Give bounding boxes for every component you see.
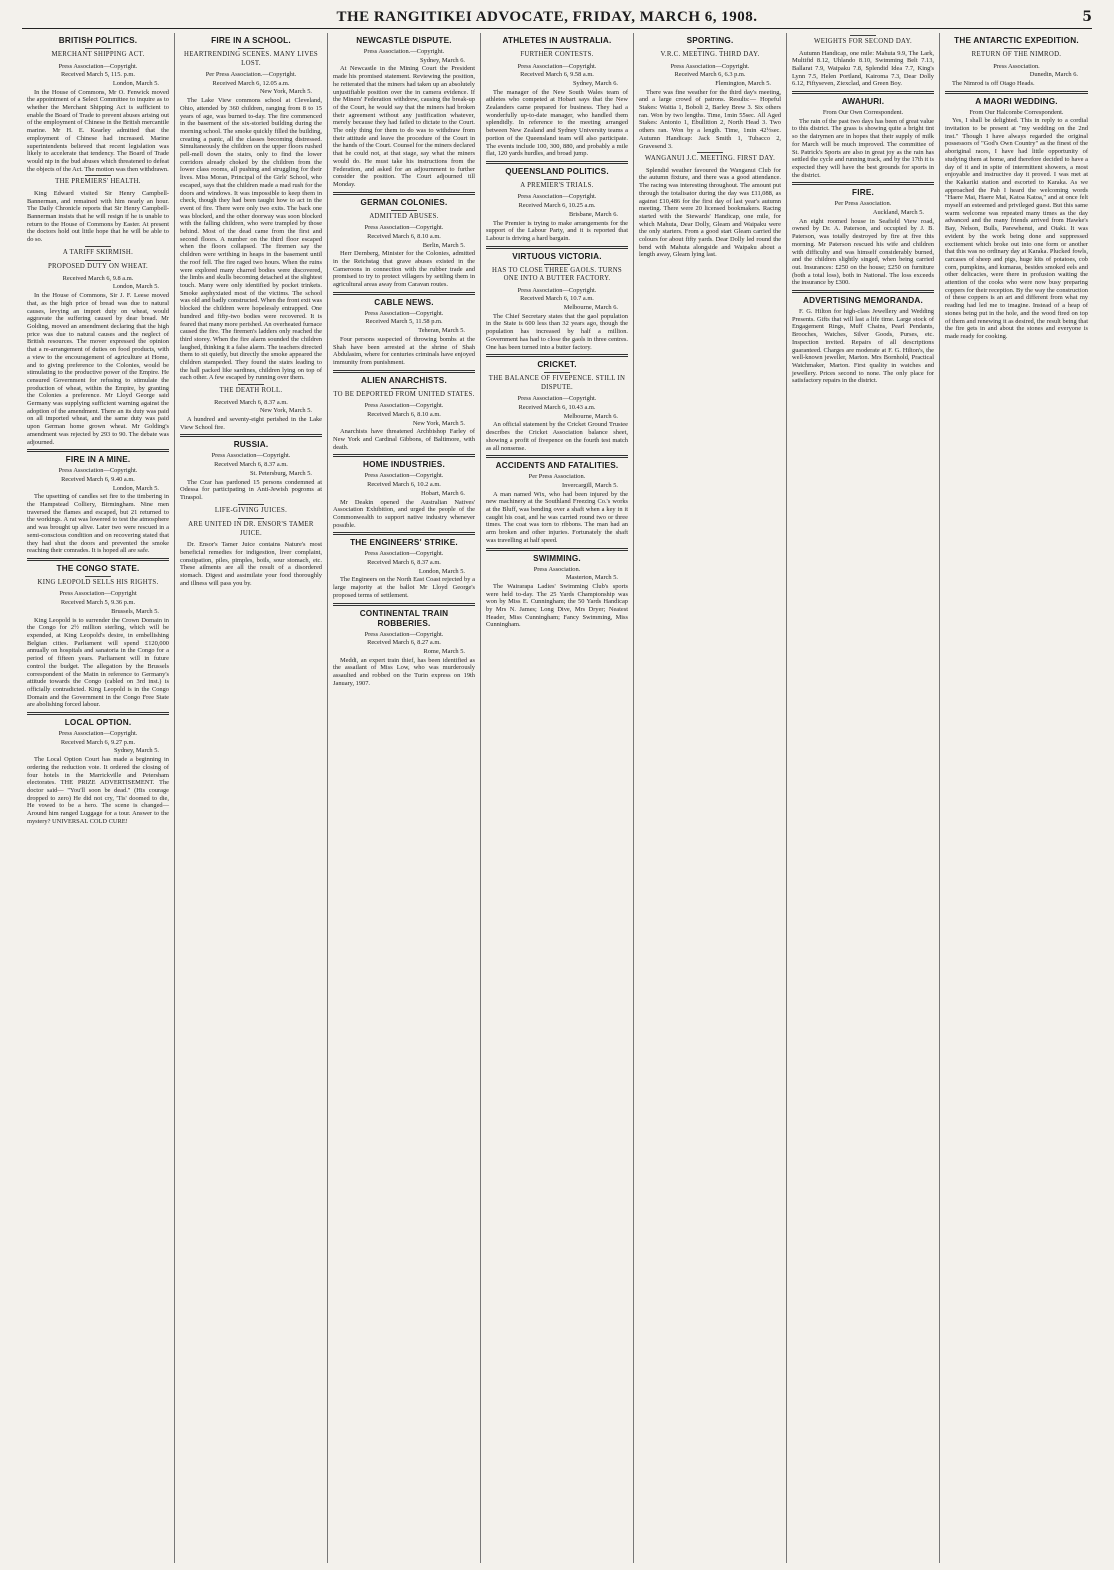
article-divider [180, 434, 322, 437]
article-divider [333, 532, 475, 535]
article-body: Mr Deakin opened the Australian Natives' Association Exhibition, and urged the people of the Commonwealth to support native industry whenever possible. [333, 498, 475, 529]
short-rule [697, 48, 723, 49]
article-headline: FIRE IN A SCHOOL. [211, 36, 291, 45]
article-body: F. G. Hilton for high-class Jewellery and Wedding Presents. Gifts that will last a life time. Large stock of Engagement Rings, Muff Chains, Pearl Pendants, Brooches, Watches, Silver Goods, Purses, etc. Inspection invited. Repairs of all descriptions guaranteed. Charges are moderate at F. G. Hilton's, the well-known jeweller, Marton. Mrs Bornhold, Practical Watchmaker, Marton. First quality in watches and jewellery. Prices second to none. The only place for satisfactory repairs in the district. [792, 308, 934, 385]
dateline: Received March 6, 9.40 a.m. [61, 475, 135, 483]
dateline: Received March 6, 10.25 a.m. [518, 202, 596, 210]
article-divider [486, 246, 628, 249]
article-body: The Chief Secretary states that the gaol population in the State is 600 less than 32 years ago, though the population has increased by half a million. Government has had to close the gaols in three centres. One has been turned into a butter factory. [486, 312, 628, 351]
dateline: Press Association—Copyright [59, 590, 137, 598]
dateline: Teheran, March 5. [418, 327, 465, 335]
dateline: Received March 6, 10.7 a.m. [520, 295, 594, 303]
short-rule [238, 384, 264, 385]
dateline: Received March 5, 115. p.m. [61, 71, 135, 79]
article-body: In the House of Commons, Sir J. F. Leese moved that, as the high price of bread was due to natural causes, levying an import duty on wheat, would aggravate the suffering caused by dear bread. Mr Golding, moved an amendment declaring that the high price was due to natural causes and the neglect of British resources. The mover expressed the opinion that a re-arrangement of duties on food products, with a view to the encouragement of agriculture at Home, and to giving preference to the Colonies, would be stimulating to the productive power of the Empire. He censured Government for refusing to stimulate the production of wheat, within the Empire, by granting the Colonies a preference. Mr Lloyd George said Germany was supplying sufficient warning against the adoption of the amendment. There an its duty was paid on all imported wheat, and the same duty was paid upon German home grown wheat. Mr Golding's amendment was rejected by 293 to 90. The debate was adjourned. [27, 292, 169, 446]
newspaper-title: THE RANGITIKEI ADVOCATE, FRIDAY, MARCH 6, 1908. [336, 8, 758, 25]
dateline: New York, March 5. [412, 419, 465, 427]
article-subheading: ADMITTED ABUSES. [369, 212, 439, 220]
article-divider [27, 449, 169, 452]
article-subheading: HEARTRENDING SCENES. MANY LIVES LOST. [183, 51, 318, 67]
article-headline: A MAORI WEDDING. [975, 96, 1058, 106]
dateline: London, March 5. [112, 79, 159, 87]
article-divider [333, 454, 475, 457]
dateline: Press Association—Copyright. [364, 630, 444, 638]
dateline: Press Association—Copyright. [364, 402, 444, 410]
article-body: An eight roomed house in Seafield View road, owned by Dr. A. Paterson, and occupied by J. B. Paterson, was totally destroyed by fire at five this morning. Mr Paterson rescued his wife and children with difficulty and was himself considerably burned, and the children slightly singed, when being carried out. Insurances: £250 on the house; £250 on furniture (both a total loss), both in National. The loss exceeds the insurance by £300. [792, 217, 934, 287]
short-rule [544, 179, 570, 180]
article-headline: RUSSIA. [233, 440, 269, 450]
article-body: Dr. Ensor's Tamer Juice contains Nature's most beneficial remedies for indigestion, liver complaint, constipation, piles, pimples, boils, sour stomach, etc. These ailments are all the result of a disordered stomach. Digest and assimilate your food thoroughly and illness will pass you by. [180, 541, 322, 587]
article-body: Splendid weather favoured the Wanganui Club for the autumn fixture, and there was a good attendance. The racing was interesting throughout. The amount put through the totalisator during the day was £11,088, as against £10,486 for the first day of last year's autumn meeting. There were 20 licensed bookmakers. Racing started with the Stewards' Handicap, one mile, for which Mahuta, Dear Dolly, Gleam and Waipaku were the only starters. From a good start Gleam carried the colours for about fifty yards. Dear Dolly led round the bend with Mahuta alongside and Waipaku about a length away, Gleam lying last. [639, 166, 781, 259]
dateline: Press Association—Copyright. [58, 62, 138, 70]
article-body: Anarchists have threatened Archbishop Farley of New York and Cardinal Gibbons, of Baltimore, with death. [333, 428, 475, 451]
article-subheading: THE BALANCE OF FIVEPENCE. STILL IN DISPUTE. [488, 375, 626, 391]
dateline: Sydney, March 5. [113, 747, 159, 755]
article-subheading: FURTHER CONTESTS. [520, 51, 594, 58]
article-subheading: MERCHANT SHIPPING ACT. [51, 51, 145, 58]
short-rule [238, 518, 264, 519]
article-body: Yes, I shall be delighted. This in reply to a cordial invitation to be present at "my wedding on the 2nd inst." Though I have always regarded the original possessors of "God's Own Country" as the finest of the aboriginal races, I have had little opportunity of studying them at home, and therefore decided to have a day of it and in spite of intermittent showers, a most enjoyable and instructive day it proved. I was met at the Kakariki station and escorted to Karaka. As we approached the Pah I heard the welcoming words "Haere Mai, Haere Mai, Katoa Katoa," and at once felt myself an esteemed and privileged guest. But this same warm welcome was repeated many times as the day advanced and the many friends arrived from Hawke's Bay, Nelson, Bulls, Parewhenui, and Otaki. It was evident by the work being done and suppressed excitement which broke out into one form or another that this was no ordinary day at Karaka. Plucked fowls, carcases of sheep and pigs, huge kits of potatoes, cob corn, pumpkins, and kumaras, besides smoked eels and other delicacies, were there in profusion waiting the attention of the cooks who were now busy preparing coppers for their reception. By the way the construction of these coppers is an art and different from what my reading had led me to imagine. Instead of a heap of stones being put in the hole, and the wood fired on top of them and renewing it as desired, the result being that the fire gets in and about the stones and everyone is made ready for cooking. [945, 117, 1088, 340]
dateline: From Our Halcombe Correspondent. [969, 108, 1064, 116]
dateline: Per Press Association.—Copyright. [205, 71, 297, 78]
dateline: London, March 5. [112, 484, 159, 492]
dateline: Received March 6, 10.2 a.m. [367, 481, 441, 489]
dateline: New York, March 5. [259, 407, 312, 415]
article-body: The manager of the New South Wales team of athletes who competed at Hobart says that the New Zealanders came prepared for business. They had a wonderfully up-to-date manager, who handled them splendidly. In reference to the meeting arranged between New Zealand and Sydney University teams a portion of the Queensland team will also participate. The events include 100, 300, 880, and probably a mile flat, 120 yards hurdles, and broad jump. [486, 88, 628, 158]
article-headline: ACCIDENTS AND FATALITIES. [495, 461, 619, 471]
short-rule [697, 152, 723, 153]
article-headline: THE ENGINEERS' STRIKE. [350, 538, 458, 548]
article-divider [27, 712, 169, 715]
dateline: Received March 5, 11.58 p.m. [365, 318, 443, 326]
article-body: The Lake View commons school at Cleveland, Ohio, attended by 360 children, ranging from 8 to 15 years of age, was burned to-day. The fire commenced in the basement of the six-storied building during the morning school. The smoke quickly filled the building, creating a panic, all the classes becoming distressed. Simultaneously the children on the upper floors rushed pell-mell down the stairs, only to find the lower corridors already choked by the children from the lower class rooms, all pushing and struggling for their lives. Miss Moran, Principal of the Girls' School, who escaped, says that the children made a mad rush for the doors and windows. It was impossible to keep them in check, though they had been taught how to act in the event of fire. There were only two exits. The back one was blocked, and the other doorway was soon blocked with the falling children, who were trampled by those behind. Most of the dead came from the first and second floors. A number on the third floor escaped when the floors collapsed. The firemen say the children were writhing in heaps in the basement until the roof fell. The fire raged two hours. When the ruins were explored many charred bodies were discovered, the limbs and skulls becoming detached at the slightest touch. Many were only identified by pocket trinkets. Smoke asphyxiated most of the victims. The school was old and badly constructed. When the front exit was blocked the children were hopelessly entrapped. One hundred and fifty-two bodies were recovered. It is feared that many more perished. An overheated furnace caused the fire. The firemen's ladders only reached the third storey. When the fire alarm sounded the children laughed, thinking it a false alarm. The teachers directed them to sit quietly, but directly the smoke appeared the children stampeded. They found the stairs leading to the hall packed like sardines, children lying on top of each other. A few escaped by running over them. [180, 97, 322, 382]
article-headline: CRICKET. [537, 360, 577, 370]
dateline: Masterton, March 5. [565, 574, 618, 582]
article-body: Herr Dernberg, Minister for the Colonies, admitted in the Reichstag that grave abuses existed in the Cameroons in connection with the rubber trade and promised to try to protect villagers by settling them in agricultural areas away from Caravan routes. [333, 250, 475, 289]
article-headline: NEWCASTLE DISPUTE. [356, 36, 452, 45]
column-7 [940, 33, 1093, 1563]
article-headline: FIRE IN A MINE. [65, 455, 131, 465]
dateline: Press Association—Copyright. [364, 550, 444, 558]
article-subheading: V.R.C. MEETING. THIRD DAY. [660, 51, 760, 58]
article-headline: HOME INDUSTRIES. [363, 460, 445, 470]
column-4 [481, 33, 634, 1563]
column-3 [328, 33, 481, 1563]
dateline: Berlin, March 5. [422, 241, 465, 249]
article-subheading: PROPOSED DUTY ON WHEAT. [47, 263, 149, 271]
article-headline: GERMAN COLONIES. [360, 197, 448, 207]
dateline: Press Association—Copyright. [670, 62, 750, 70]
dateline: Received March 6, 8.27 a.m. [367, 639, 441, 647]
dateline: Received March 6, 10.43 a.m. [518, 403, 596, 411]
article-divider [333, 370, 475, 373]
article-subheading: A TARIFF SKIRMISH. [62, 248, 134, 256]
masthead [22, 6, 1092, 29]
article-body: The upsetting of candles set fire to the timbering in the Hampstead Colliery, Birmingham. Nine men traversed the flames and escaped, but 21 returned to the workings. A rat was lowered to test the atmosphere and was brought up alive. Later two were rescued in a semi-conscious condition and on recovering stated that they had shut the doors and prevented the smoke reaching their comrades. It is hoped all are safe. [27, 493, 169, 555]
short-rule [1004, 48, 1030, 49]
dateline: Dunedin, March 6. [1029, 71, 1078, 79]
dateline: Press Association—Copyright. [517, 193, 597, 201]
article-headline: FIRE. [852, 188, 874, 198]
dateline: Press Association—Copyright. [58, 730, 138, 738]
article-headline: THE ANTARCTIC EXPEDITION. [954, 36, 1079, 45]
article-divider [945, 91, 1088, 94]
article-subheading: WANGANUI J.C. MEETING. FIRST DAY. [644, 155, 776, 163]
dateline: London, March 5. [418, 567, 465, 575]
article-headline: ALIEN ANARCHISTS. [361, 375, 447, 385]
article-subheading: TO BE DEPORTED FROM UNITED STATES. [333, 390, 475, 398]
article-divider [486, 455, 628, 458]
dateline: Per Press Association. [528, 473, 586, 481]
dateline: Sydney, March 6. [419, 56, 465, 64]
dateline: Press Association.—Copyright. [363, 48, 445, 55]
dateline: Melbourne, March 6. [563, 412, 618, 420]
dateline: Press Association—Copyright. [211, 452, 291, 460]
article-body: Four persons suspected of throwing bombs at the Shah have been arrested at the shrine of Shah Abdulasim, where for centuries criminals have enjoyed immunity from punishment. [333, 335, 475, 366]
dateline: Received March 6, 8.37 a.m. [214, 461, 288, 469]
dateline: From Our Own Correspondent. [822, 109, 904, 117]
article-body: King Leopold is to surrender the Crown Domain in the Congo for 2½ million sterling, which will be expended, at King Leopold's desire, in embellishing Belgian cities. Parliament will spend £120,000 annually on hospitals and sanatoria in the Congo for a period of fifteen years. Parliament will in future control the budget. The allegation by the Brussels correspondent of the Matin in reference to Germany's attitude towards the Congo (cabled on 3rd inst.) is officially contradicted. King Leopold is in the Congo Domain and the Government in the Congo Free State are abolishing forced labour. [27, 616, 169, 709]
article-subheading: RETURN OF THE NIMROD. [971, 51, 1062, 58]
article-headline: QUEENSLAND POLITICS. [505, 166, 609, 176]
article-subheading: A PREMIER'S TRIALS. [520, 181, 594, 189]
dateline: Received March 6, 8.10 a.m. [367, 410, 441, 418]
column-5 [634, 33, 787, 1563]
article-body: At Newcastle in the Mining Court the President made his promised statement. Reviewing the position, he reiterated that the miners had taken up an absolutely unjustifiable position over the in camera evidence. If the Miners' Federation withdrew, causing the break-up of the Court, he would say that the miners had broken their agreement without any justification whatever, merely because they had failed to dictate to the Court. The only thing for them to do was to withdraw from their attitude and leave the procedure of the Court in the hands of the Court. Counsel for the miners declared that he could not, at that stage, say what the miners would do. He must take his instructions from the Federation, and asked for an adjournment to further consider the position. The Court adjourned till Monday. [333, 65, 475, 188]
article-body: There was fine weather for the third day's meeting, and a large crowd of patrons. Results:— Hopeful Stakes: Waitia 1, Boboli 2, Barley Brew 3. Six others ran. Won by two lengths. Time, 1min 55sec. All Aged Stakes: Antonio 1, Ebullition 2, North Head 3. Two others ran. Won by a length. Time, 1min 42½sec. Autumn Handicap: Jack Smith 1, Tubacco 2, Gravesend 3. [639, 88, 781, 150]
dateline: Hobart, March 6. [420, 489, 465, 497]
dateline: Received March 5, 9.36 p.m. [60, 599, 136, 607]
article-headline: ATHLETES IN AUSTRALIA. [502, 36, 612, 45]
article-body: The Nimrod is off Otago Heads. [952, 79, 1035, 87]
dateline: New York, March 5. [259, 88, 312, 96]
article-body: The Premier is trying to make arrangements for the support of the Labour Party, and it is reported that Labour is driving a hard bargain. [486, 219, 628, 242]
short-rule [544, 264, 570, 265]
dateline: Sydney, March 6. [572, 79, 618, 87]
column-6 [787, 33, 940, 1563]
dateline: Received March 6, 8.37 a.m. [214, 398, 288, 406]
article-body: The Engineers on the North East Coast rejected by a large majority at the ballot Mr Lloyd George's proposed terms of settlement. [333, 576, 475, 599]
short-rule [238, 48, 264, 49]
short-rule [544, 48, 570, 49]
dateline: London, March 5. [112, 283, 159, 291]
dateline: Received March 6, 12.05 a.m. [212, 79, 290, 87]
dateline: Invercargill, March 5. [562, 481, 618, 489]
article-subheading: ARE UNITED IN DR. ENSOR'S TAMER JUICE. [188, 521, 314, 537]
short-rule [85, 48, 111, 49]
column-1 [22, 33, 175, 1563]
article-divider [486, 548, 628, 551]
article-subheading: THE DEATH ROLL. [219, 387, 283, 395]
short-rule [544, 372, 570, 373]
article-body: A man named Wix, who had been injured by the new machinery at the Southland Freezing Co.'s works at the Bluff, was bending over a shaft when a key in it caught his coat, and he was carried round two or three times. The coat was torn to ribbons. The man had an arm broken and other injuries. Fortunately the shaft was travelling at half speed. [486, 490, 628, 544]
dateline: Received March 6, 6.3 p.m. [674, 71, 746, 79]
article-headline: CONTINENTAL TRAIN ROBBERIES. [359, 608, 449, 628]
dateline: Received March 6, 8.10 a.m. [367, 232, 441, 240]
short-rule [85, 246, 111, 247]
article-body: Autumn Handicap, one mile: Mahuta 9.9, The Lark, Multifid 8.12, Uhlando 8.10, Swimming Belt 7.13, Ballarat 7.9, Waipaku 7.8, Splendid Idea 7.7, King's Lynn 7.5, Helen Portland, Kairoma 7.3, Dear Dolly 6.12, Fiftyseven, Ziexclad, and Green Boy. [792, 49, 934, 88]
article-body: An official statement by the Cricket Ground Trustee describes the Cricket Association balance sheet, showing a profit of fivepence on the fourth test match as all nonsense. [486, 421, 628, 452]
dateline: Per Press Association. [834, 200, 892, 208]
article-body: Meddi, an expert train thief, has been identified as the assailant of Miss Low, who was murderously assaulted and robbed on the Turin express on 19th January, 1907. [333, 656, 475, 687]
article-divider [486, 354, 628, 357]
dateline: Press Association—Copyright. [364, 224, 444, 232]
short-rule [238, 504, 264, 505]
article-body: In the House of Commons, Mr O. Fenwick moved the appointment of a Select Committee to inquire as to whether the Merchant Shipping Act is sufficient to enable the Board of Trade to prevent abuses arising out of the employment of Chinese in the British mercantile marine. Mr H. E. Kearley admitted that the employment of Chinese had increased. Marine superintendents believed that recent legislation was likely to accelerate that tendency. The Board of Trade would nip in the bud abuses which threatened to defeat the objects of the Act. The motion was then withdrawn. [27, 88, 169, 173]
dateline: Brisbane, March 6. [569, 210, 618, 218]
dateline: Received March 6, 9.27 p.m. [60, 738, 136, 746]
dateline: Press Association—Copyright. [58, 467, 138, 475]
article-body: King Edward visited Sir Henry Campbell-Bannerman, and remained with him nearly an hour. The Daily Chronicle reports that Sir Henry Campbell-Bannerman insists that he will resign if he is unable to return to the House of Commons by Easter. At present the doctors hold out little hope that he will be able to do so. [27, 189, 169, 244]
article-headline: CABLE NEWS. [374, 297, 434, 307]
article-divider [333, 603, 475, 606]
article-headline: AWAHURI. [841, 97, 885, 107]
article-headline: ADVERTISING MEMORANDA. [803, 296, 923, 306]
dateline: Melbourne, March 6. [563, 304, 618, 312]
article-headline: BRITISH POLITICS. [58, 36, 138, 45]
article-subheading: KING LEOPOLD SELLS HIS RIGHTS. [37, 578, 159, 586]
short-rule [850, 35, 876, 36]
dateline: Auckland, March 5. [872, 209, 924, 217]
short-rule [85, 175, 111, 176]
dateline: Brussels, March 5. [111, 607, 159, 615]
page-number: 5 [1082, 9, 1092, 25]
dateline: Press Association—Copyright. [517, 286, 597, 294]
article-subheading: LIFE-GIVING JUICES. [214, 506, 288, 514]
short-rule [391, 210, 417, 211]
short-rule [85, 576, 111, 577]
short-rule [391, 388, 417, 389]
article-subheading: HAS TO CLOSE THREE GAOLS. TURNS ONE INTO A BUTTER FACTORY. [491, 266, 623, 283]
dateline: Press Association—Copyright. [517, 62, 597, 70]
article-divider [792, 182, 934, 185]
dateline: Rome, March 5. [423, 647, 465, 655]
dateline: Received March 6, 9.8 a.m. [62, 274, 134, 282]
newspaper-columns [22, 33, 1094, 1563]
dateline: Received March 6, 8.37 a.m. [367, 559, 441, 567]
article-subheading: THE PREMIERS' HEALTH. [55, 178, 141, 186]
article-divider [792, 91, 934, 94]
dateline: Press Association. [993, 62, 1040, 70]
article-divider [486, 161, 628, 164]
dateline: Press Association. [533, 565, 581, 573]
article-divider [792, 290, 934, 293]
article-headline: THE CONGO STATE. [56, 563, 140, 573]
article-headline: LOCAL OPTION. [64, 718, 132, 728]
dateline: Press Association—Copyright. [364, 472, 444, 480]
short-rule [85, 260, 111, 261]
article-body: The Czar has pardoned 15 persons condemned at Odessa for participating in Anti-Jewish pogroms at Tiraspol. [180, 478, 322, 501]
article-divider [333, 192, 475, 195]
article-body: A hundred and seventy-eight perished in the Lake View School fire. [180, 416, 322, 431]
article-headline: SPORTING. [686, 36, 734, 45]
article-body: The rain of the past two days has been of great value to this district. The grass is showing quite a bright tint so the dairymen are in hopes that their supply of milk for March will be much improved. The committee of St. Patrick's Sports are also in great joy as the rain has settled the cycle and running track, and by the 17th it is expected they will have the best grounds for sports in the district. [792, 117, 934, 179]
column-2 [175, 33, 328, 1563]
article-headline: SWIMMING. [533, 553, 581, 563]
article-body: The Wairarapa Ladies' Swimming Club's sports were held to-day. The 25 Yards Championship was won by Miss E. Cunningham; the 50 Yards Handicap by Mrs N. James; Long Dive, Mrs Dryer; Neatest Header, Miss Cunningham; Fancy Swimming, Miss Cunningham. [486, 582, 628, 629]
dateline: Press Association—Copyright. [517, 395, 597, 403]
dateline: Flemington, March 5. [715, 79, 771, 87]
article-body: The Local Option Court has made a beginning in ordering the reduction vote. It ordered the closing of four hotels in the Marrickville and Petersham electorates. THE PRIZE ADVERTISEMENT. The doctor said— "You'll soon be dead." (His courage dropped to zero) He did not cry, 'Tis' doomed to die, He vowed to be a hero. The scene is changed— Around him ranged Luggage for a tour. Answer to the mystery? UNIVERSAL COLD CURE! [27, 756, 169, 825]
article-headline: VIRTUOUS VICTORIA. [512, 251, 602, 261]
dateline: Received March 6, 9.58 a.m. [520, 71, 594, 79]
article-subheading: WEIGHTS FOR SECOND DAY. [814, 38, 912, 45]
article-divider [27, 558, 169, 561]
article-divider [333, 292, 475, 295]
dateline: St. Petersburg, March 5. [249, 469, 312, 477]
dateline: Press Association—Copyright. [364, 309, 444, 317]
